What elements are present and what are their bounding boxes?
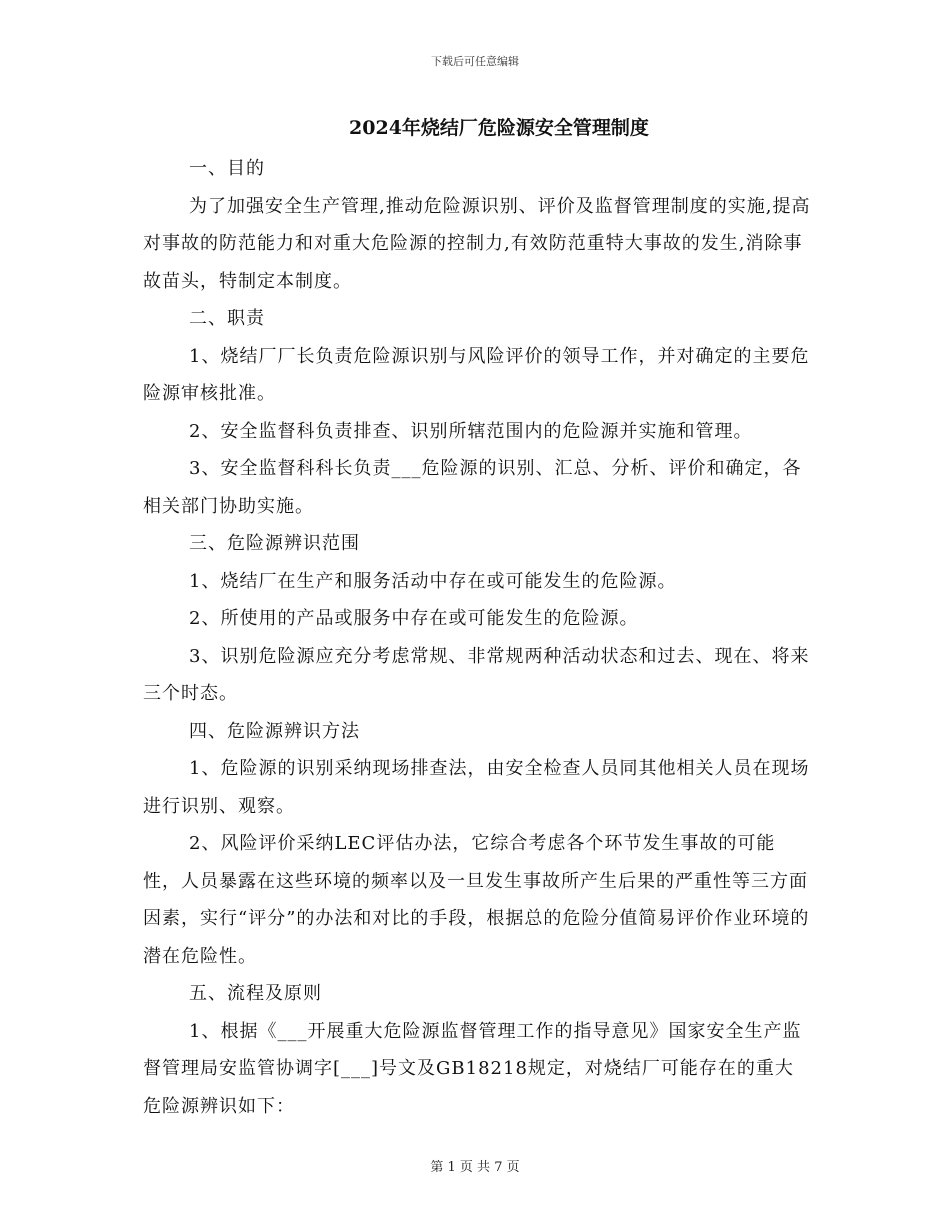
document-title: 2024年烧结厂危险源安全管理制度 [349, 117, 649, 139]
page-number-footer: 第 1 页 共 7 页 [430, 1160, 520, 1175]
section-heading-methods: 四、危险源辨识方法 [189, 720, 360, 742]
paragraph-method-2: 2、风险评价采纳LEC评估办法，它综合考虑各个环节发生事故的可能性，人员暴露在这些环境的频率以及一旦发生事故所产生后果的严重性等三方面因素，实行“评分”的办法和对比的手段，根据总的危险分值简易评价作业环境的潜在危险性。 [143, 833, 810, 967]
paragraph-responsibility-1: 1、烧结厂厂长负责危险源识别与风险评价的领导工作，并对确定的主要危险源审核批准。 [143, 345, 810, 404]
section-heading-purpose: 一、目的 [189, 158, 265, 179]
paragraph-scope-3: 3、识别危险源应充分考虑常规、非常规两种活动状态和过去、现在、将来三个时态。 [143, 645, 810, 704]
paragraph-scope-2: 2、所使用的产品或服务中存在或可能发生的危险源。 [189, 608, 639, 629]
paragraph-process-1: 1、根据《___开展重大危险源监督管理工作的指导意见》国家安全生产监督管理局安监管协调字[___]号文及GB18218规定，对烧结厂可能存在的重大危险源辨识如下： [143, 1020, 802, 1117]
section-heading-scope: 三、危险源辨识范围 [189, 533, 360, 554]
document-body [143, 150, 811, 1125]
paragraph-responsibility-3: 3、安全监督科科长负责___危险源的识别、汇总、分析、评价和确定，各相关部门协助实施。 [143, 458, 802, 517]
paragraph-purpose: 为了加强安全生产管理,推动危险源识别、评价及监督管理制度的实施,提高对事故的防范能力和对重大危险源的控制力,有效防范重特大事故的发生,消除事故苗头，特制定本制度。 [143, 195, 811, 292]
paragraph-responsibility-2: 2、安全监督科负责排查、识别所辖范围内的危险源并实施和管理。 [189, 420, 753, 442]
paragraph-scope-1: 1、烧结厂在生产和服务活动中存在或可能发生的危险源。 [189, 570, 677, 592]
section-heading-process: 五、流程及原则 [189, 983, 322, 1004]
section-heading-responsibilities: 二、职责 [189, 308, 265, 329]
paragraph-method-1: 1、危险源的识别采纳现场排查法，由安全检查人员同其他相关人员在现场进行识别、观察。 [143, 758, 810, 817]
header-note: 下载后可任意编辑 [431, 55, 519, 68]
